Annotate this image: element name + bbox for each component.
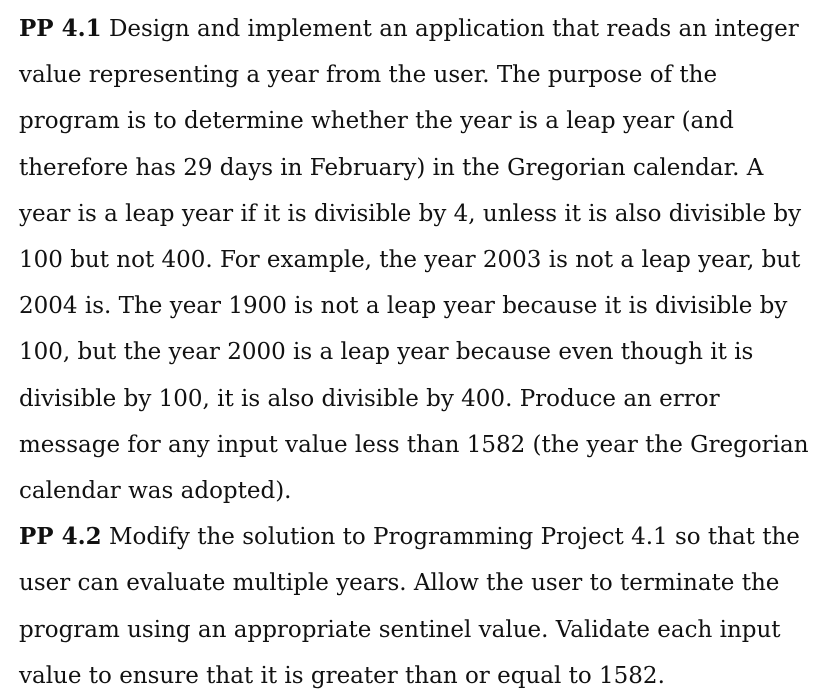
project-id: PP 4.2	[19, 523, 102, 551]
project-description: Design and implement an application that reads an integer value representing a year from the user. The purpose of the program is to determine whether the year is a leap year (and therefore has 29 days in February) in the Gregorian calendar. A year is a leap year if it is divisible by 4, unless it is also divisible by 100 but not 400. For example, the year 2003 is not a leap year, but 2004 is. The year 1900 is not a leap year because it is divisible by 100, but the year 2000 is a leap year because even though it is divisible by 100, it is also divisible by 400. Produce an error message for any input value less than 1582 (the year the Gregorian calendar was adopted).	[19, 16, 809, 505]
project-description: Modify the solution to Programming Project 4.1 so that the user can evaluate multiple years. Allow the user to terminate the program using an appropriate sentinel value. Validate each input value to ensure that it is greater than or equal to 1582.	[19, 524, 800, 689]
document-page	[19, 6, 819, 699]
project-pp-4-2	[19, 514, 819, 699]
project-pp-4-1	[19, 6, 819, 514]
project-id: PP 4.1	[19, 15, 102, 42]
